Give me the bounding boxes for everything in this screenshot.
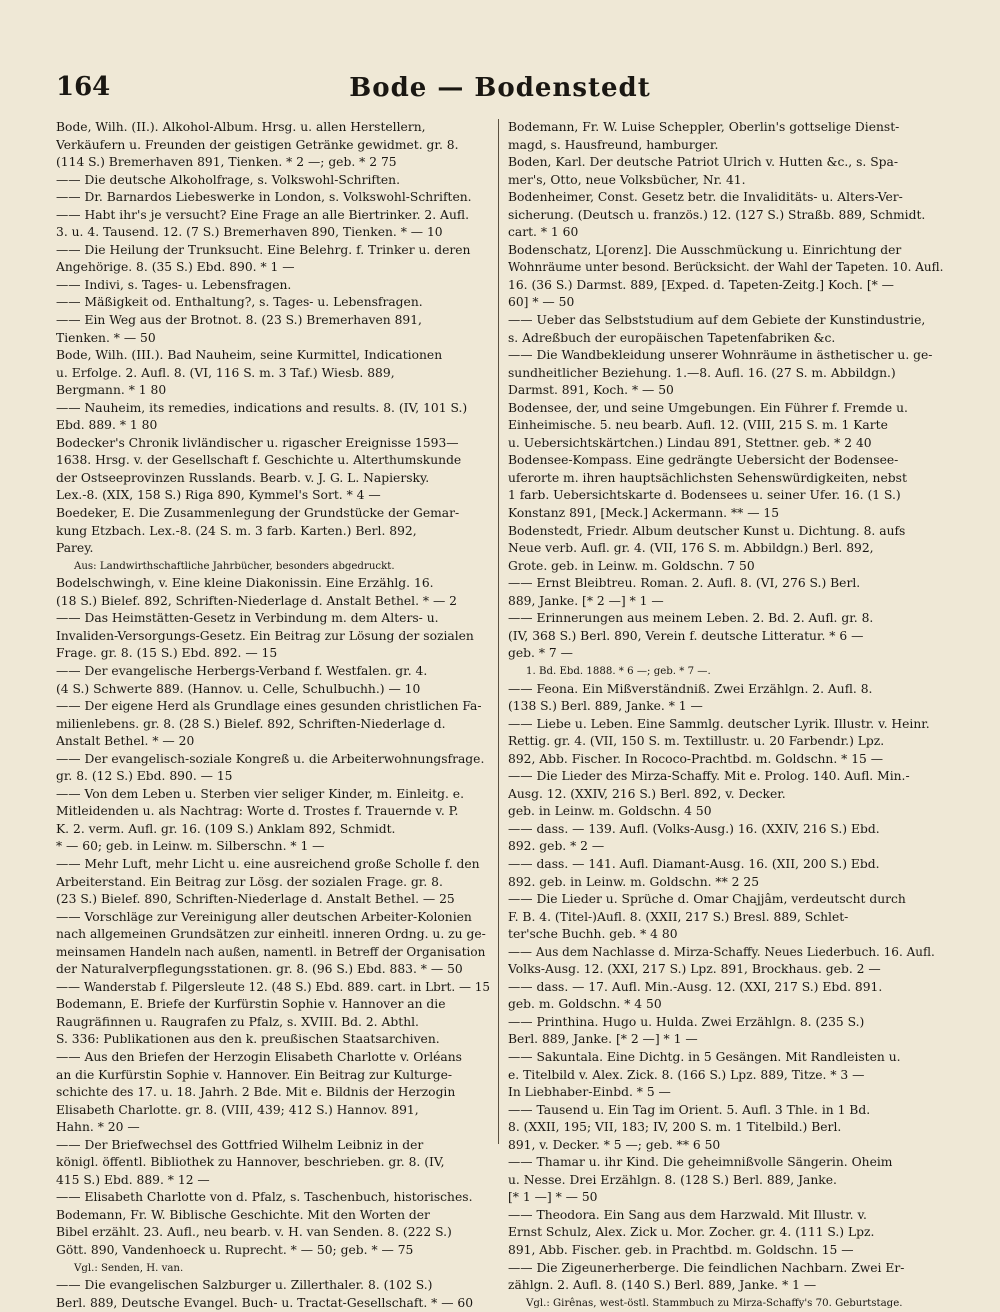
entry-line: (138 S.) Berl. 889, Janke. * 1 — (508, 699, 703, 714)
entry-line: u. Uebersichtskärtchen.) Lindau 891, Stettner. geb. * 2 40 (508, 435, 872, 450)
entry-line: schichte des 17. u. 18. Jahrh. 2 Bde. Mit e. Bildnis der Herzogin (56, 1085, 456, 1100)
entry-line: —— Thamar u. ihr Kind. Die geheimnißvolle Sängerin. Oheim (508, 1155, 893, 1170)
entry-line: —— Der Briefwechsel des Gottfried Wilhelm Leibniz in der (56, 1137, 424, 1152)
entry-line: (23 S.) Bielef. 890, Schriften-Niederlage d. Anstalt Bethel. — 25 (56, 892, 455, 907)
entry-line: Frage. gr. 8. (15 S.) Ebd. 892. — 15 (56, 646, 278, 661)
entry-line: Parey. (56, 541, 94, 556)
entry-line: Boden, Karl. Der deutsche Patriot Ulrich v. Hutten &c., s. Spa- (508, 155, 898, 170)
entry-line: magd, s. Hausfreund, hamburger. (508, 137, 719, 152)
entry-line: —— Der eigene Herd als Grundlage eines gesunden christlichen Fa- (56, 699, 482, 714)
entry-line: Tienken. * — 50 (56, 330, 156, 345)
entry-line: Wohnräume unter besond. Berücksicht. der Wahl der Tapeten. 10. Aufl. (508, 260, 944, 275)
entry-line: —— Mehr Luft, mehr Licht u. eine ausreichend große Scholle f. den (56, 856, 480, 871)
entry-line: Rettig. gr. 4. (VII, 150 S. m. Textillustr. u. 20 Farbendr.) Lpz. (508, 734, 885, 749)
entry-line: (IV, 368 S.) Berl. 890, Verein f. deutsche Litteratur. * 6 — (508, 628, 864, 643)
entry-line: Konstanz 891, [Meck.] Ackermann. ** — 15 (508, 506, 780, 521)
left-column (56, 119, 492, 1312)
entry-line: —— Liebe u. Leben. Eine Sammlg. deutscher Lyrik. Illustr. v. Heinr. (508, 716, 930, 731)
entry-line: Bodemann, E. Briefe der Kurfürstin Sophie v. Hannover an die (56, 997, 446, 1012)
entry-line: 889, Janke. [* 2 —] * 1 — (508, 593, 664, 608)
entry-line: Boedeker, E. Die Zusammenlegung der Grundstücke der Gemar- (56, 506, 460, 521)
entry-line: 1. Bd. Ebd. 1888. * 6 —; geb. * 7 —. (526, 665, 711, 677)
entry-line: 892, Abb. Fischer. In Rococo-Prachtbd. m. Goldschn. * 15 — (508, 751, 884, 766)
entry-line: In Liebhaber-Einbd. * 5 — (508, 1085, 671, 1100)
entry-line: —— Ueber das Selbststudium auf dem Gebiete der Kunstindustrie, (508, 313, 926, 328)
entry-line: Bibel erzählt. 23. Aufl., neu bearb. v. H. van Senden. 8. (222 S.) (56, 1225, 452, 1240)
entry-line: geb. * 7 — (508, 646, 573, 661)
entry-line: Bodensee-Kompass. Eine gedrängte Uebersicht der Bodensee- (508, 453, 899, 468)
entry-line: Bodenstedt, Friedr. Album deutscher Kunst u. Dichtung. 8. aufs (508, 523, 906, 538)
entry-line: (114 S.) Bremerhaven 891, Tienken. * 2 —; geb. * 2 75 (56, 155, 397, 170)
entry-line: —— Die evangelischen Salzburger u. Zillerthaler. 8. (102 S.) (56, 1278, 433, 1293)
entry-line: K. 2. verm. Aufl. gr. 16. (109 S.) Anklam 892, Schmidt. (56, 821, 396, 836)
entry-line: —— Sakuntala. Eine Dichtg. in 5 Gesängen. Mit Randleisten u. (508, 1049, 901, 1064)
entry-line: Grote. geb. in Leinw. m. Goldschn. 7 50 (508, 558, 755, 573)
entry-line: —— Vorschläge zur Vereinigung aller deutschen Arbeiter-Kolonien (56, 909, 472, 924)
page-number: 164 (56, 72, 111, 102)
entry-line: —— Elisabeth Charlotte von d. Pfalz, s. Taschenbuch, historisches. (56, 1190, 473, 1205)
entry-line: Volks-Ausg. 12. (XXI, 217 S.) Lpz. 891, Brockhaus. geb. 2 — (508, 962, 881, 977)
entry-line: 892. geb. * 2 — (508, 839, 605, 854)
entry-line: Bergmann. * 1 80 (56, 383, 167, 398)
entry-line: e. Titelbild v. Alex. Zick. 8. (166 S.) Lpz. 889, Titze. * 3 — (508, 1067, 865, 1082)
entry-line: 1638. Hrsg. v. der Gesellschaft f. Geschichte u. Alterthumskunde (56, 453, 462, 468)
entry-line: s. Adreßbuch der europäischen Tapetenfabriken &c. (508, 330, 836, 345)
entry-line: Angehörige. 8. (35 S.) Ebd. 890. * 1 — (56, 260, 295, 275)
entry-line: 415 S.) Ebd. 889. * 12 — (56, 1172, 210, 1187)
entry-line: Hahn. * 20 — (56, 1120, 140, 1135)
entry-line: —— dass. — 141. Aufl. Diamant-Ausg. 16. (XII, 200 S.) Ebd. (508, 856, 880, 871)
entry-line: an die Kurfürstin Sophie v. Hannover. Ein Beitrag zur Kulturge- (56, 1067, 453, 1082)
entry-line: S. 336: Publikationen aus den k. preußischen Staatsarchiven. (56, 1032, 440, 1047)
running-title: Bode — Bodenstedt (349, 73, 651, 103)
entry-line: Bodenheimer, Const. Gesetz betr. die Invaliditäts- u. Alters-Ver- (508, 190, 903, 205)
entry-line: Gött. 890, Vandenhoeck u. Ruprecht. * — 50; geb. * — 75 (56, 1243, 414, 1257)
entry-line: Bodenschatz, L[orenz]. Die Ausschmückung u. Einrichtung der (508, 242, 902, 257)
entry-line: Elisabeth Charlotte. gr. 8. (VIII, 439; 412 S.) Hannov. 891, (56, 1102, 419, 1117)
entry-line: —— Indivi, s. Tages- u. Lebensfragen. (56, 277, 292, 292)
entry-line: sicherung. (Deutsch u. französ.) 12. (127 S.) Straßb. 889, Schmidt. (508, 207, 926, 222)
entry-line: Arbeiterstand. Ein Beitrag zur Lösg. der sozialen Frage. gr. 8. (56, 874, 443, 889)
entry-line: —— Die Wandbekleidung unserer Wohnräume in ästhetischer u. ge- (508, 348, 933, 363)
entry-line: sundheitlicher Beziehung. 1.—8. Aufl. 16. (27 S. m. Abbildgn.) (508, 365, 896, 380)
entry-line: —— Die deutsche Alkoholfrage, s. Volkswohl-Schriften. (56, 172, 401, 187)
entry-line: nach allgemeinen Grundsätzen zur einheitl. inneren Ordng. u. zu ge- (56, 927, 486, 942)
entry-line: meinsamen Handeln nach außen, namentl. in Betreff der Organisation (56, 944, 486, 959)
entry-line: cart. * 1 60 (508, 225, 579, 240)
entry-line: —— Die Heilung der Trunksucht. Eine Belehrg. f. Trinker u. deren (56, 242, 471, 257)
entry-line: * — 60; geb. in Leinw. m. Silberschn. * 1 — (56, 839, 325, 854)
entry-line: —— Habt ihr's je versucht? Eine Frage an alle Biertrinker. 2. Aufl. (56, 207, 469, 222)
entry-line: Raugräfinnen u. Raugrafen zu Pfalz, s. XVIII. Bd. 2. Abthl. (56, 1014, 419, 1029)
entry-line: —— Aus den Briefen der Herzogin Elisabeth Charlotte v. Orléans (56, 1049, 462, 1064)
entry-line: —— Wanderstab f. Pilgersleute 12. (48 S.) Ebd. 889. cart. in Lbrt. — 15 (56, 979, 491, 994)
entry-line: —— Die Lieder des Mirza-Schaffy. Mit e. Prolog. 140. Aufl. Min.- (508, 769, 910, 784)
entry-line: 891, v. Decker. * 5 —; geb. ** 6 50 (508, 1137, 721, 1152)
entry-line: Bodecker's Chronik livländischer u. rigascher Ereignisse 1593— (56, 435, 459, 450)
entry-line: —— Dr. Barnardos Liebeswerke in London, s. Volkswohl-Schriften. (56, 190, 472, 205)
entry-line: Aus: Landwirthschaftliche Jahrbücher, besonders abgedruckt. (74, 560, 395, 572)
entry-line: (18 S.) Bielef. 892, Schriften-Niederlage d. Anstalt Bethel. * — 2 (56, 593, 457, 608)
entry-line: u. Nesse. Drei Erzählgn. 8. (128 S.) Berl. 889, Janke. (508, 1172, 837, 1187)
entry-line: Bodemann, Fr. W. Luise Scheppler, Oberlin's gottselige Dienst- (508, 120, 900, 134)
entry-line: 16. (36 S.) Darmst. 889, [Exped. d. Tapeten-Zeitg.] Koch. [* — (508, 277, 894, 292)
column-divider (498, 119, 499, 1144)
entry-line: 3. u. 4. Tausend. 12. (7 S.) Bremerhaven 890, Tienken. * — 10 (56, 225, 443, 240)
entry-line: 60] * — 50 (508, 295, 575, 310)
entry-line: (4 S.) Schwerte 889. (Hannov. u. Celle, Schulbuchh.) — 10 (56, 681, 421, 696)
entry-line: —— dass. — 17. Aufl. Min.-Ausg. 12. (XXI, 217 S.) Ebd. 891. (508, 979, 883, 994)
entry-line: Bode, Wilh. (III.). Bad Nauheim, seine Kurmittel, Indicationen (56, 348, 443, 363)
entry-line: —— Theodora. Ein Sang aus dem Harzwald. Mit Illustr. v. (508, 1207, 867, 1222)
entry-line: —— Aus dem Nachlasse d. Mirza-Schaffy. Neues Liederbuch. 16. Aufl. (508, 944, 935, 959)
entry-line: Bodensee, der, und seine Umgebungen. Ein Führer f. Fremde u. (508, 400, 908, 415)
entry-line: Bodemann, Fr. W. Biblische Geschichte. Mit den Worten der (56, 1207, 430, 1222)
entry-line: —— Nauheim, its remedies, indications and results. 8. (IV, 101 S.) (56, 400, 468, 415)
entry-line: milienlebens. gr. 8. (28 S.) Bielef. 892, Schriften-Niederlage d. (56, 716, 446, 731)
entry-line: Ernst Schulz, Alex. Zick u. Mor. Zocher. gr. 4. (111 S.) Lpz. (508, 1225, 875, 1240)
entry-line: Berl. 889, Deutsche Evangel. Buch- u. Tractat-Gesellschaft. * — 60 (56, 1295, 474, 1310)
entry-line: —— dass. — 139. Aufl. (Volks-Ausg.) 16. (XXIV, 216 S.) Ebd. (508, 821, 880, 836)
entry-line: Lex.-8. (XIX, 158 S.) Riga 890, Kymmel's Sort. * 4 — (56, 488, 381, 503)
entry-line: uferorte m. ihren hauptsächlichsten Sehenswürdigkeiten, nebst (508, 470, 907, 485)
entry-line: Bodelschwingh, v. Eine kleine Diakonissin. Eine Erzählg. 16. (56, 576, 434, 591)
entry-line: der Naturalverpflegungsstationen. gr. 8. (96 S.) Ebd. 883. * — 50 (56, 962, 463, 977)
entry-line: gr. 8. (12 S.) Ebd. 890. — 15 (56, 769, 233, 784)
entry-line: —— Tausend u. Ein Tag im Orient. 5. Aufl. 3 Thle. in 1 Bd. (508, 1102, 871, 1117)
entry-line: Bode, Wilh. (II.). Alkohol-Album. Hrsg. u. allen Herstellern, (56, 120, 426, 134)
entry-line: geb. m. Goldschn. * 4 50 (508, 997, 662, 1012)
entry-line: Mitleidenden u. als Nachtrag: Worte d. Trostes f. Trauernde v. P. (56, 804, 459, 819)
entry-line: —— Feona. Ein Mißverständniß. Zwei Erzählgn. 2. Aufl. 8. (508, 681, 873, 696)
entry-line: —— Printhina. Hugo u. Hulda. Zwei Erzählgn. 8. (235 S.) (508, 1014, 865, 1029)
entry-line: mer's, Otto, neue Volksbücher, Nr. 41. (508, 172, 746, 187)
entry-line: der Ostseeprovinzen Russlands. Bearb. v. J. G. L. Napiersky. (56, 470, 430, 485)
entry-line: Ausg. 12. (XXIV, 216 S.) Berl. 892, v. Decker. (508, 786, 786, 801)
entry-line: —— Von dem Leben u. Sterben vier seliger Kinder, m. Einleitg. e. (56, 786, 464, 801)
entry-line: —— Der evangelische Herbergs-Verband f. Westfalen. gr. 4. (56, 663, 428, 678)
entry-line: —— Das Heimstätten-Gesetz in Verbindung m. dem Alters- u. (56, 611, 439, 626)
entry-line: Darmst. 891, Koch. * — 50 (508, 383, 674, 398)
right-column (508, 119, 944, 1312)
entry-line: [* 1 —] * — 50 (508, 1190, 598, 1205)
entry-line: 1 farb. Uebersichtskarte d. Bodensees u. seiner Ufer. 16. (1 S.) (508, 488, 901, 503)
entry-line: Einheimische. 5. neu bearb. Aufl. 12. (VIII, 215 S. m. 1 Karte (508, 418, 888, 433)
entry-line: kung Etzbach. Lex.-8. (24 S. m. 3 farb. Karten.) Berl. 892, (56, 523, 417, 538)
entry-line: F. B. 4. (Titel-)Aufl. 8. (XXII, 217 S.) Bresl. 889, Schlet- (508, 909, 849, 924)
entry-line: —— Die Lieder u. Sprüche d. Omar Chajjâm, verdeutscht durch (508, 892, 906, 907)
entry-line: Verkäufern u. Freunden der geistigen Getränke gewidmet. gr. 8. (56, 137, 459, 152)
entry-line: —— Der evangelisch-soziale Kongreß u. die Arbeiterwohnungsfrage. (56, 751, 485, 766)
entry-line: Vgl.: Senden, H. van. (74, 1262, 184, 1274)
page-header (56, 70, 944, 106)
entry-line: —— Die Zigeunerherberge. Die feindlichen Nachbarn. Zwei Er- (508, 1260, 905, 1275)
entry-line: geb. in Leinw. m. Goldschn. 4 50 (508, 804, 712, 819)
entry-line: Vgl.: Girênas, west-östl. Stammbuch zu Mirza-Schaffy's 70. Geburtstage. (526, 1297, 903, 1309)
entry-line: 892. geb. in Leinw. m. Goldschn. ** 2 25 (508, 874, 760, 889)
entry-line: —— Ernst Bleibtreu. Roman. 2. Aufl. 8. (VI, 276 S.) Berl. (508, 576, 861, 591)
entry-line: königl. öffentl. Bibliothek zu Hannover, beschrieben. gr. 8. (IV, (56, 1155, 445, 1170)
entry-line: Ebd. 889. * 1 80 (56, 418, 158, 433)
entry-line: —— Erinnerungen aus meinem Leben. 2. Bd. 2. Aufl. gr. 8. (508, 611, 874, 626)
entry-line: —— Mäßigkeit od. Enthaltung?, s. Tages- u. Lebensfragen. (56, 295, 423, 310)
entry-line: 8. (XXII, 195; VII, 183; IV, 200 S. m. 1 Titelbild.) Berl. (508, 1120, 842, 1135)
entry-line: u. Erfolge. 2. Aufl. 8. (VI, 116 S. m. 3 Taf.) Wiesb. 889, (56, 365, 395, 380)
entry-line: ter'sche Buchh. geb. * 4 80 (508, 927, 678, 942)
entry-line: Invaliden-Versorgungs-Gesetz. Ein Beitrag zur Lösung der sozialen (56, 628, 474, 643)
entry-line: Berl. 889, Janke. [* 2 —] * 1 — (508, 1032, 698, 1047)
entry-line: 891, Abb. Fischer. geb. in Prachtbd. m. Goldschn. 15 — (508, 1243, 854, 1257)
entry-line: Anstalt Bethel. * — 20 (56, 734, 195, 749)
entry-line: Neue verb. Aufl. gr. 4. (VII, 176 S. m. Abbildgn.) Berl. 892, (508, 541, 874, 556)
entry-line: zählgn. 2. Aufl. 8. (140 S.) Berl. 889, Janke. * 1 — (508, 1278, 817, 1293)
entry-line: —— Ein Weg aus der Brotnot. 8. (23 S.) Bremerhaven 891, (56, 313, 422, 328)
